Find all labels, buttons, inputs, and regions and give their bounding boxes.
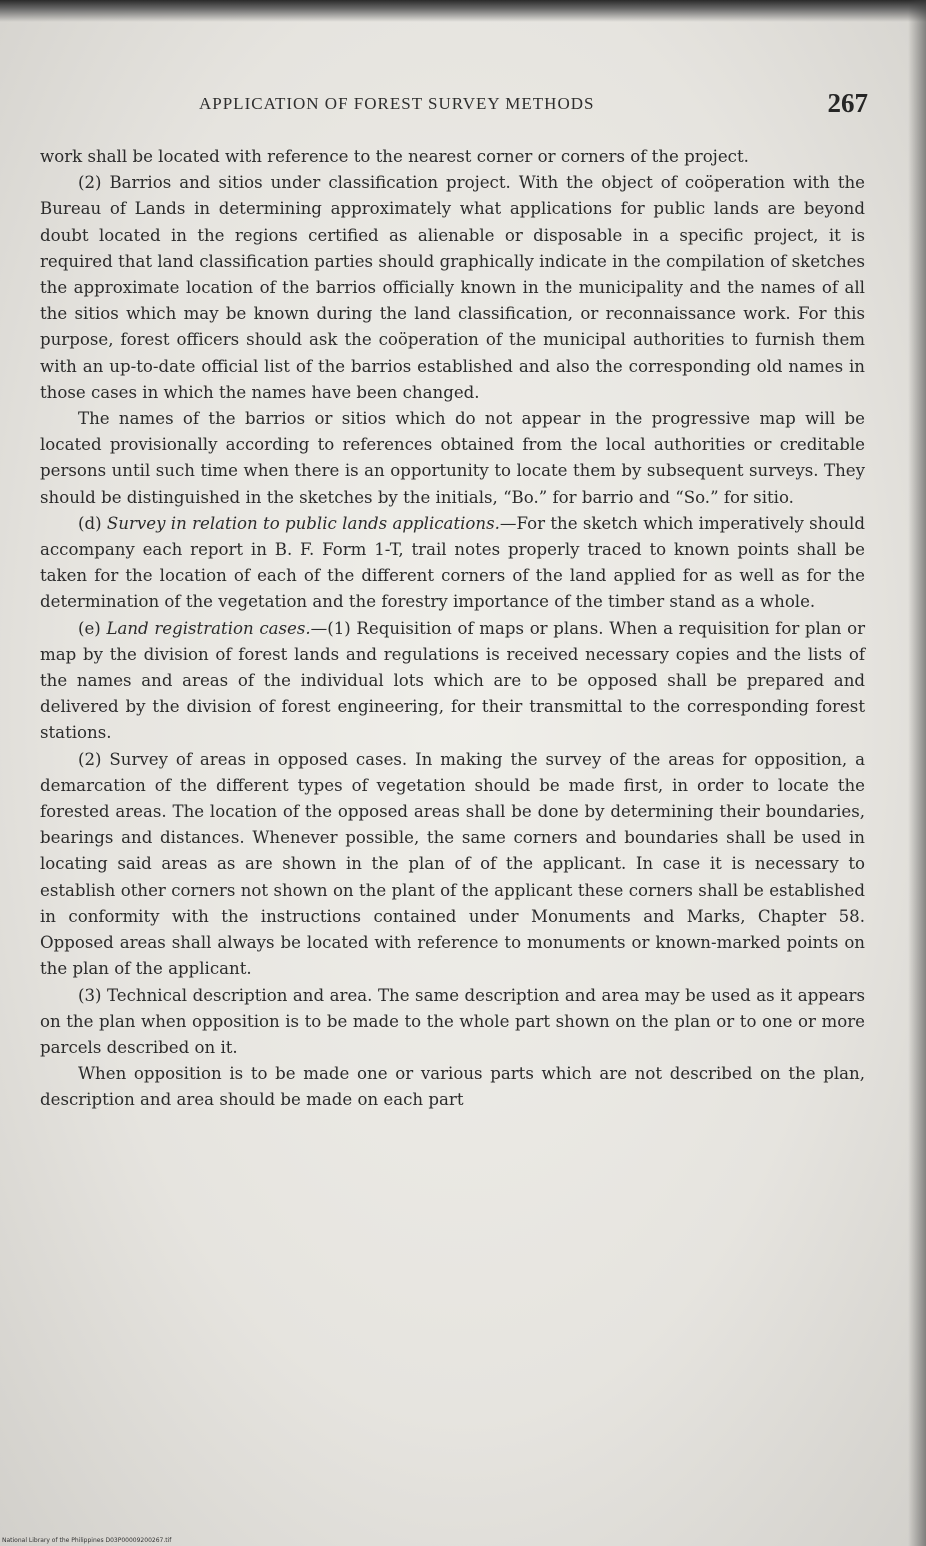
paragraph-text: (2) Survey of areas in opposed cases. In making the survey of the areas for opposition, a demarcation of the different types of vegetation should be made first, in order to locate the forested areas. The location of the opposed areas shall be done by determining their boundaries, bearings and distances. Whenever possible, the same corners and boundaries shall be used in locating said areas as are shown in the plan of of the applicant. In case it is necessary to establish other corners not shown on the plant of the applicant these corners shall be established in conformity with the instructions contained under Monuments and Marks, Chapter 58. Opposed areas shall always be located with reference to monuments or known-marked points on the plan of the applicant.: [40, 749, 865, 979]
scan-top-shadow: [0, 0, 926, 22]
page-header: [40, 88, 872, 128]
paragraph: [40, 747, 865, 983]
running-head: APPLICATION OF FOREST SURVEY METHODS: [199, 94, 595, 113]
paragraph-text: (3) Technical description and area. The same description and area may be used as it appears on the plan when opposition is to be made to the whole part shown on the plan or to one or more parcels described on it.: [40, 985, 865, 1057]
paragraph-text: work shall be located with reference to the nearest corner or corners of the project.: [40, 147, 749, 166]
paragraph: [40, 1061, 865, 1113]
paragraph: [40, 144, 865, 170]
page-number: 267: [827, 88, 868, 118]
section-heading: Land registration cases.: [106, 618, 311, 638]
section-paragraph: [40, 511, 865, 616]
section-label: (d): [78, 513, 102, 533]
section-heading: Survey in relation to public lands applications.: [106, 513, 500, 533]
paragraph-text: When opposition is to be made one or various parts which are not described on the plan, description and area should be made on each part: [40, 1064, 865, 1110]
scan-right-shadow: [908, 0, 926, 1546]
paragraph: [40, 983, 865, 1062]
paragraph-text: —For the sketch which imperatively should accompany each report in B. F. Form 1-T, trail notes properly traced to known points shall be taken for the location of each of the different corners of the land applied for as well as for the determination of the vegetation and the forestry importance of the timber stand as a whole.: [40, 513, 865, 612]
paragraph-text: The names of the barrios or sitios which do not appear in the progressive map will be located provisionally according to references obtained from the local authorities or creditable persons until such time when there is an opportunity to locate them by subsequent surveys. They should be distinguished in the sketches by the initials, “Bo.” for barrio and “So.” for sitio.: [40, 409, 865, 507]
paragraph: [40, 406, 865, 511]
body-text: [40, 144, 865, 1114]
paragraph-text: (2) Barrios and sitios under classification project. With the object of coöperation with the Bureau of Lands in determining approximately what applications for public lands are beyond doubt located in the regions certified as alienable or disposable in a specific project, it is required that land classification parties should graphically indicate in the compilation of sketches the approximate location of the barrios officially known in the municipality and the names of all the sitios which may be known during the land classification, or reconnaissance work. For this purpose, forest officers should ask the coöperation of the municipal authorities to furnish them with an up-to-date official list of the barrios established and also the corresponding old names in those cases in which the names have been changed.: [40, 173, 865, 402]
scan-credit: National Library of the Philippines D03P00009200267.tif: [2, 1537, 172, 1544]
paragraph-text: —(1) Requisition of maps or plans. When a requisition for plan or map by the division of forest lands and regulations is received necessary copies and the lists of the names and areas of the individual lots which are to be opposed shall be prepared and delivered by the division of forest engineering, for their transmittal to the corresponding forest stations.: [40, 618, 865, 743]
paragraph: [40, 170, 865, 406]
section-label: (e): [78, 618, 101, 638]
section-paragraph: [40, 616, 865, 747]
